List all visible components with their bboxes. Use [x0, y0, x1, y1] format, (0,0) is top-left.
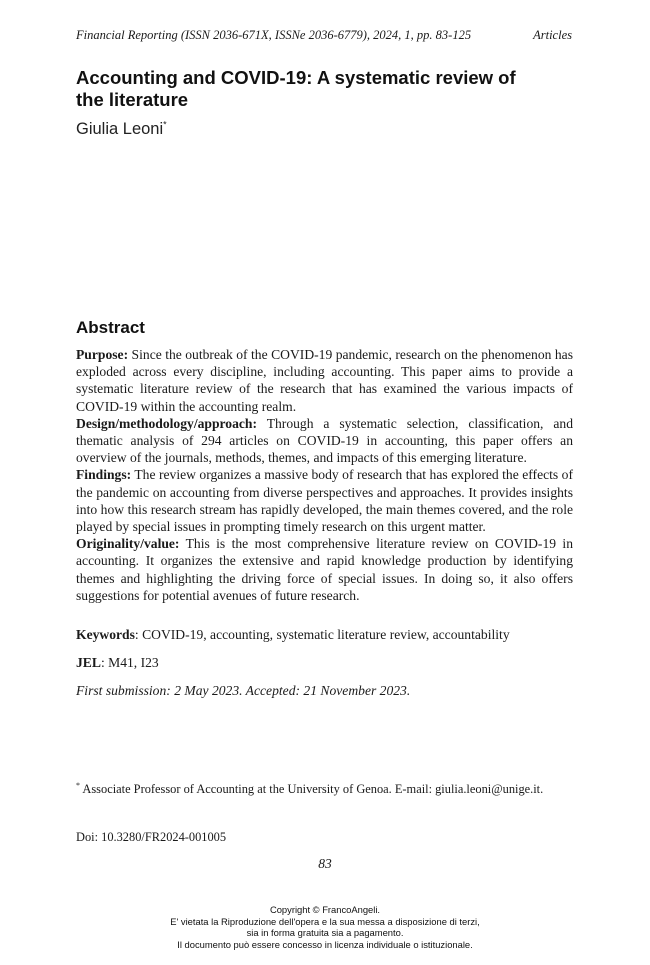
abstract-design [76, 415, 573, 467]
jel-label: JEL [76, 655, 101, 670]
keywords-text: : COVID-19, accounting, systematic literature review, accountability [134, 627, 510, 642]
author-name: Giulia Leoni [76, 120, 164, 138]
findings-label: Findings: [76, 467, 132, 483]
abstract-purpose [76, 346, 573, 415]
originality-label: Originality/value: [76, 536, 180, 552]
page-number: 83 [318, 856, 332, 871]
author-footnote-marker: * [163, 119, 167, 130]
originality-text: This is the most comprehensive literature review on COVID-19 in accounting. It organizes the extensive and rapid knowledge production by identifying themes and highlighting the driving force of special issues. In doing so, it also offers suggestions for potential avenues of future research. [76, 536, 573, 603]
copyright-notice [0, 904, 650, 950]
design-text: Through a systematic selection, classification, and thematic analysis of 294 articles on COVID-19 in accounting, this paper offers an overview of the journals, methods, themes, and impacts of this emerging literature. [76, 415, 573, 466]
footnote-text: Associate Professor of Accounting at the University of Genoa. E-mail: giulia.leoni@unige.it. [80, 782, 544, 796]
copyright-line: Copyright © FrancoAngeli. [269, 904, 381, 915]
journal-citation: Financial Reporting (ISSN 2036-671X, ISSNe 2036-6779), 2024, 1, pp. 83-125 [76, 28, 472, 42]
footnote-marker: * [76, 780, 80, 790]
copyright-line: sia in forma gratuita sia a pagamento. [246, 927, 404, 939]
findings-text: The review organizes a massive body of research that has explored the effects of the pandemic on accounting from diverse perspectives and approaches. It provides insights into how this research stream has rapidly developed, the main themes covered, and the role played by special issues in prompting timely research on this urgent matter. [76, 467, 573, 535]
doi: Doi: 10.3280/FR2024-001005 [76, 830, 227, 844]
abstract-findings [76, 466, 573, 535]
purpose-label: Purpose: [76, 347, 129, 362]
jel-text: : M41, I23 [100, 655, 159, 670]
keywords-label: Keywords [76, 627, 135, 642]
jel-line [76, 654, 573, 671]
copyright-line: E' vietata la Riproduzione dell'opera e la sua messa a disposizione di terzi, [170, 915, 480, 927]
keywords-line [76, 626, 573, 643]
abstract-body [76, 346, 573, 604]
abstract-originality [76, 535, 573, 604]
article-title: Accounting and COVID-19: A systematic review of the literature [76, 67, 516, 110]
section-label: Articles [533, 28, 572, 42]
author-line [76, 119, 167, 139]
copyright-line: Il documento può essere concesso in licenza individuale o istituzionale. [177, 938, 473, 950]
submission-dates: First submission: 2 May 2023. Accepted: 21 November 2023. [76, 683, 411, 698]
author-footnote [76, 781, 573, 797]
abstract-heading: Abstract [76, 318, 145, 337]
design-label: Design/methodology/approach: [76, 415, 258, 431]
purpose-text: Since the outbreak of the COVID-19 pandemic, research on the phenomenon has exploded across every discipline, including accounting. This paper aims to provide a systematic literature review of the research that has examined the various impacts of COVID-19 within the accounting realm. [76, 347, 573, 414]
